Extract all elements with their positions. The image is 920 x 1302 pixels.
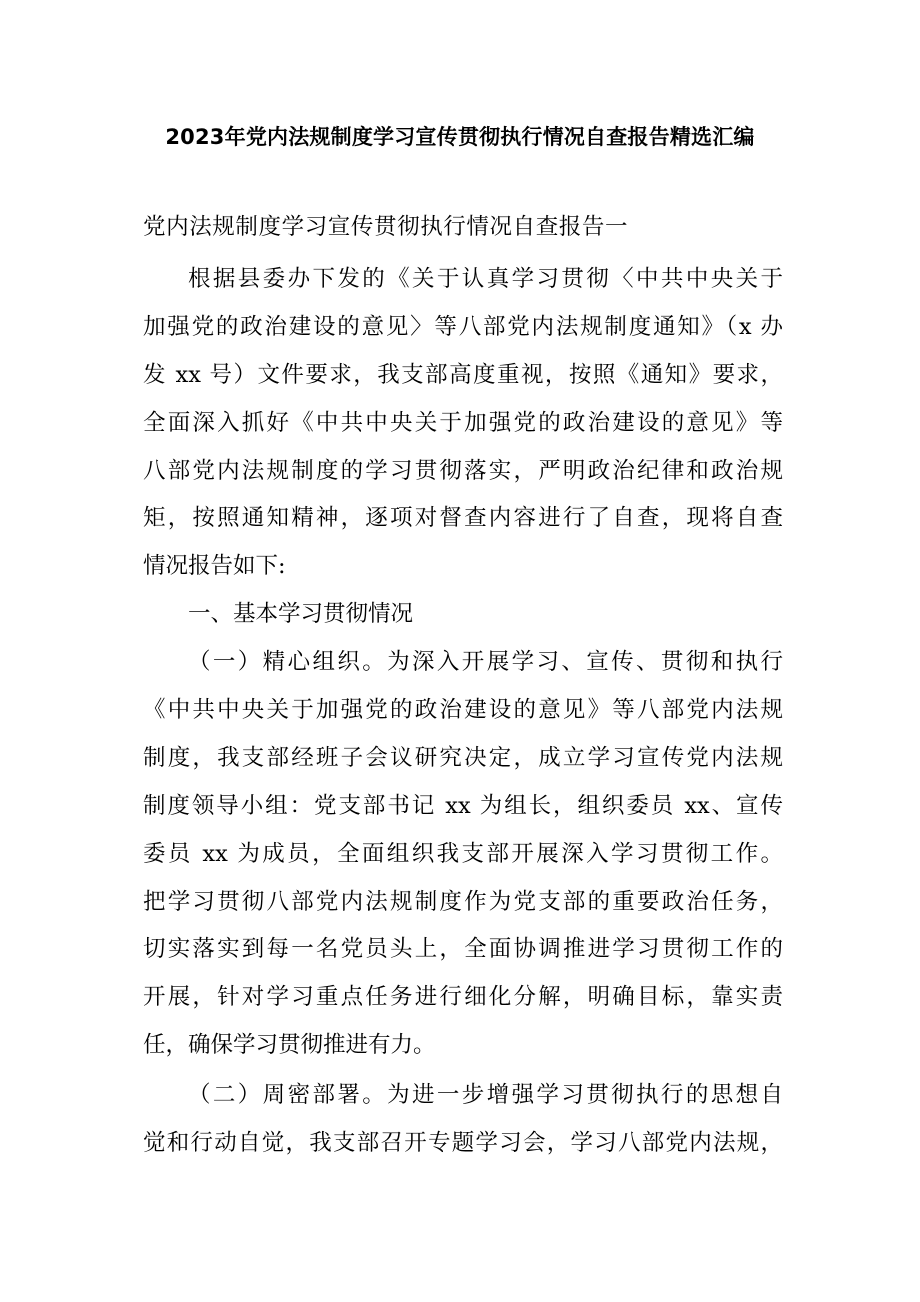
text-line: 觉和行动自觉，我支部召开专题学习会，学习八部党内法规，	[143, 1130, 783, 1157]
text-line: 切实落实到每一名党员头上，全面协调推进学习贯彻工作的	[143, 936, 783, 963]
text-line: （二）周密部署。为进一步增强学习贯彻执行的思想自	[188, 1082, 783, 1109]
text-line: 加强党的政治建设的意见〉等八部党内法规制度通知》（x 办	[143, 313, 783, 340]
text-line: 把学习贯彻八部党内法规制度作为党支部的重要政治任务，	[143, 888, 783, 915]
text-line: 八部党内法规制度的学习贯彻落实，严明政治纪律和政治规	[143, 457, 783, 484]
text-line: 矩，按照通知精神，逐项对督查内容进行了自查，现将自查	[143, 505, 783, 532]
section-heading: 一、基本学习贯彻情况	[188, 601, 414, 628]
text-line: 《中共中央关于加强党的政治建设的意见》等八部党内法规	[143, 697, 783, 724]
text-line: 情况报告如下:	[143, 553, 286, 580]
text-line: 全面深入抓好《中共中央关于加强党的政治建设的意见》等	[143, 409, 783, 436]
text-line: 制度领导小组：党支部书记 xx 为组长，组织委员 xx、宣传	[143, 792, 783, 819]
text-line: 委员 xx 为成员，全面组织我支部开展深入学习贯彻工作。	[143, 840, 783, 867]
document-body	[143, 256, 783, 1168]
text-line: 发 xx 号）文件要求，我支部高度重视，按照《通知》要求，	[143, 361, 783, 388]
document-title: 2023年党内法规制度学习宣传贯彻执行情况自查报告精选汇编	[165, 125, 755, 149]
text-line: 根据县委办下发的《关于认真学习贯彻〈中共中央关于	[188, 266, 783, 292]
text-line: 制度，我支部经班子会议研究决定，成立学习宣传党内法规	[143, 744, 783, 771]
text-line: 开展，针对学习重点任务进行细化分解，明确目标，靠实责	[143, 984, 783, 1011]
document-subtitle: 党内法规制度学习宣传贯彻执行情况自查报告一	[143, 214, 629, 240]
text-line: （一）精心组织。为深入开展学习、宣传、贯彻和执行	[188, 649, 783, 676]
text-line: 任，确保学习贯彻推进有力。	[143, 1032, 436, 1059]
